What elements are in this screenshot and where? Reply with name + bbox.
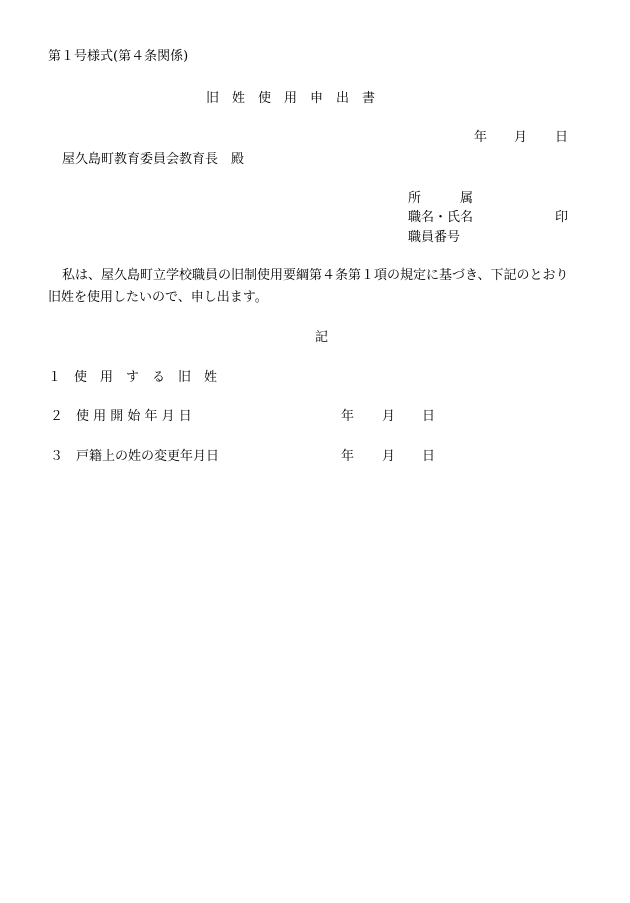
item-month: 月 — [382, 409, 396, 424]
seal-label: 印 — [555, 210, 569, 225]
addressee: 屋久島町教育委員会教育長 殿 — [62, 152, 245, 167]
date-year: 年 — [474, 130, 488, 145]
date-month: 月 — [514, 130, 528, 145]
name-label: 職名・氏名 — [408, 210, 474, 225]
item-day: 日 — [422, 449, 436, 464]
affiliation-label: 所 属 — [408, 191, 474, 206]
item-label: １ 使 用 す る 旧 姓 — [48, 370, 218, 385]
body-line-2: 旧姓を使用したいので、申し出ます。 — [48, 290, 268, 305]
staff-number-label: 職員番号 — [408, 230, 461, 245]
item-day: 日 — [422, 409, 436, 424]
date-day: 日 — [555, 130, 569, 145]
form-number: 第１号様式(第４条関係) — [48, 49, 189, 64]
body-line-1: 私は、屋久島町立学校職員の旧制使用要綱第４条第１項の規定に基づき、下記のとおり — [62, 268, 569, 283]
ki-heading: 記 — [315, 330, 329, 345]
item-month: 月 — [382, 449, 396, 464]
item-label: ３ 戸籍上の姓の変更年月日 — [50, 449, 220, 464]
item-year: 年 — [341, 409, 355, 424]
item-year: 年 — [341, 449, 355, 464]
document-title: 旧 姓 使 用 申 出 書 — [206, 91, 376, 106]
item-label: ２ 使 用 開 始 年 月 日 — [50, 409, 192, 424]
